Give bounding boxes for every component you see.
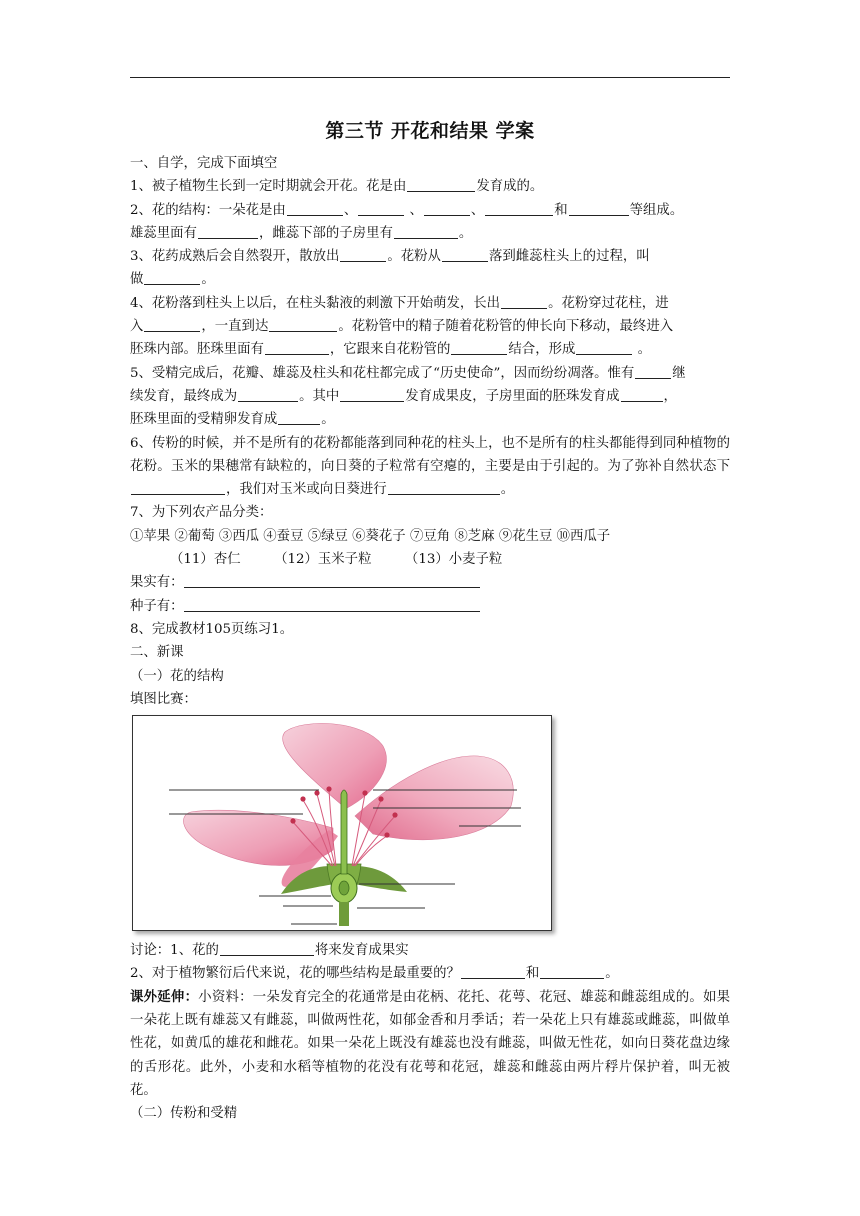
blank[interactable] — [265, 339, 329, 355]
blank[interactable] — [144, 316, 200, 332]
blank[interactable] — [424, 200, 470, 216]
extension-label: 课外延伸： — [130, 988, 199, 1005]
blank[interactable] — [461, 963, 525, 979]
extension-paragraph: 课外延伸：小资料：一朵发育完全的花通常是由花柄、花托、花萼、花冠、雄蕊和雌蕊组成的。如果一朵花上既有雄蕊又有雌蕊，叫做两性花，如郁金香和月季话；若一朵花上只有雄蕊或雌蕊，叫做单性花，如黄瓜的雄花和雌花。如果一朵花上既没有雄蕊也没有雌蕊，叫做无性花，如向日葵花盘边缘的舌形花。此外，小麦和水稻等植物的花没有花萼和花冠，雄蕊和雌蕊由两片稃片保护着，叫无被花。 — [130, 988, 731, 1098]
fill-label: 填图比赛： — [130, 691, 197, 707]
question-6: 6、传粉的时候，并不是所有的花粉都能落到同种花的柱头上，也不是所有的柱头都能得到同种植物的花粉。玉米的果穗常有缺粒的，向日葵的子粒常有空瘪的，主要是由于引起的。为了弥补自然状态下，我们对玉米或向日葵进行 。 — [130, 435, 730, 498]
blank[interactable] — [501, 293, 547, 309]
blank[interactable] — [540, 963, 604, 979]
blank[interactable] — [198, 223, 258, 239]
blank[interactable] — [278, 409, 320, 425]
blank[interactable] — [388, 479, 500, 495]
ovule — [339, 881, 349, 895]
subsection-heading: （二）传粉和受精 — [130, 1106, 238, 1122]
blank[interactable] — [131, 479, 225, 495]
subsection-heading: （一）花的结构 — [130, 668, 224, 684]
section-heading: 二、新课 — [130, 645, 184, 661]
question-8: 8、完成教材105页练习1。 — [130, 621, 294, 637]
blank[interactable] — [358, 200, 404, 216]
product-list-2: （11）杏仁 （12）玉米子粒 （13）小麦子粒 — [170, 552, 503, 568]
question-4: 4、花粉落到柱头上以后，在柱头黏液的刺激下开始萌发，长出 。花粉穿过花柱，进 入 ，一直到达 。花粉管中的精子随着花粉管的伸长向下移动，最终进入 胚珠内部。胚珠里面有 ，它跟来自花粉管的 结合，形成 。 — [130, 292, 730, 362]
question-5: 5、受精完成后，花瓣、雄蕊及柱头和花柱都完成了“历史使命”，因而纷纷凋落。惟有 继 续发育，最终成为 。其中 发育成果皮，子房里面的胚珠发育成 ， 胚珠里面的受精卵发育成 。 — [130, 362, 730, 432]
flower-stalk — [339, 902, 349, 926]
fruit-answer: 果实有： — [130, 571, 730, 594]
question-1: 1、被子植物生长到一定时期就会开花。花是由 发育成的。 — [130, 175, 730, 198]
question-3: 3、花药成熟后会自然裂开，散放出 。花粉从 落到雌蕊柱头上的过程，叫 做 。 — [130, 245, 730, 292]
answer-line[interactable] — [184, 572, 480, 588]
section-heading: 一、自学，完成下面填空 — [130, 156, 278, 171]
blank[interactable] — [394, 223, 458, 239]
question-7: 7、为下列农产品分类： — [130, 505, 273, 521]
blank[interactable] — [340, 246, 386, 262]
flower-diagram — [132, 715, 552, 935]
blank[interactable] — [238, 386, 298, 402]
page-title: 第三节 开花和结果 学案 — [325, 120, 535, 142]
blank[interactable] — [485, 200, 553, 216]
blank[interactable] — [576, 339, 632, 355]
petal-top — [283, 724, 387, 809]
blank[interactable] — [442, 246, 488, 262]
blank[interactable] — [269, 316, 337, 332]
blank[interactable] — [287, 200, 343, 216]
blank[interactable] — [569, 200, 629, 216]
blank[interactable] — [635, 363, 671, 379]
blank[interactable] — [144, 269, 200, 285]
pistil-style — [341, 790, 347, 874]
flower-illustration — [133, 716, 551, 930]
blank[interactable] — [340, 386, 404, 402]
product-list: ①苹果 ②葡萄 ③西瓜 ④蚕豆 ⑤绿豆 ⑥葵花子 ⑦豆角 ⑧芝麻 ⑨花生豆 ⑩西瓜子 — [130, 528, 611, 544]
blank[interactable] — [407, 176, 475, 192]
blank[interactable] — [451, 339, 507, 355]
discussion-2: 2、对于植物繁衍后代来说，花的哪些结构是最重要的？ 和 。 — [130, 962, 730, 985]
blank[interactable] — [220, 940, 314, 956]
sepal-right — [353, 866, 407, 892]
blank[interactable] — [621, 386, 663, 402]
question-2: 2、花的结构：一朵花是由 、 、 、 和 等组成。 雄蕊里面有 ，雌蕊下部的子房里有 。 — [130, 199, 730, 246]
diagram-frame — [132, 715, 552, 931]
seed-answer: 种子有： — [130, 595, 730, 618]
worksheet-body — [130, 152, 730, 1126]
discussion-1: 讨论：1、花的 将来发育成果实 — [130, 939, 730, 962]
answer-line[interactable] — [184, 596, 480, 612]
header-rule — [130, 77, 730, 78]
